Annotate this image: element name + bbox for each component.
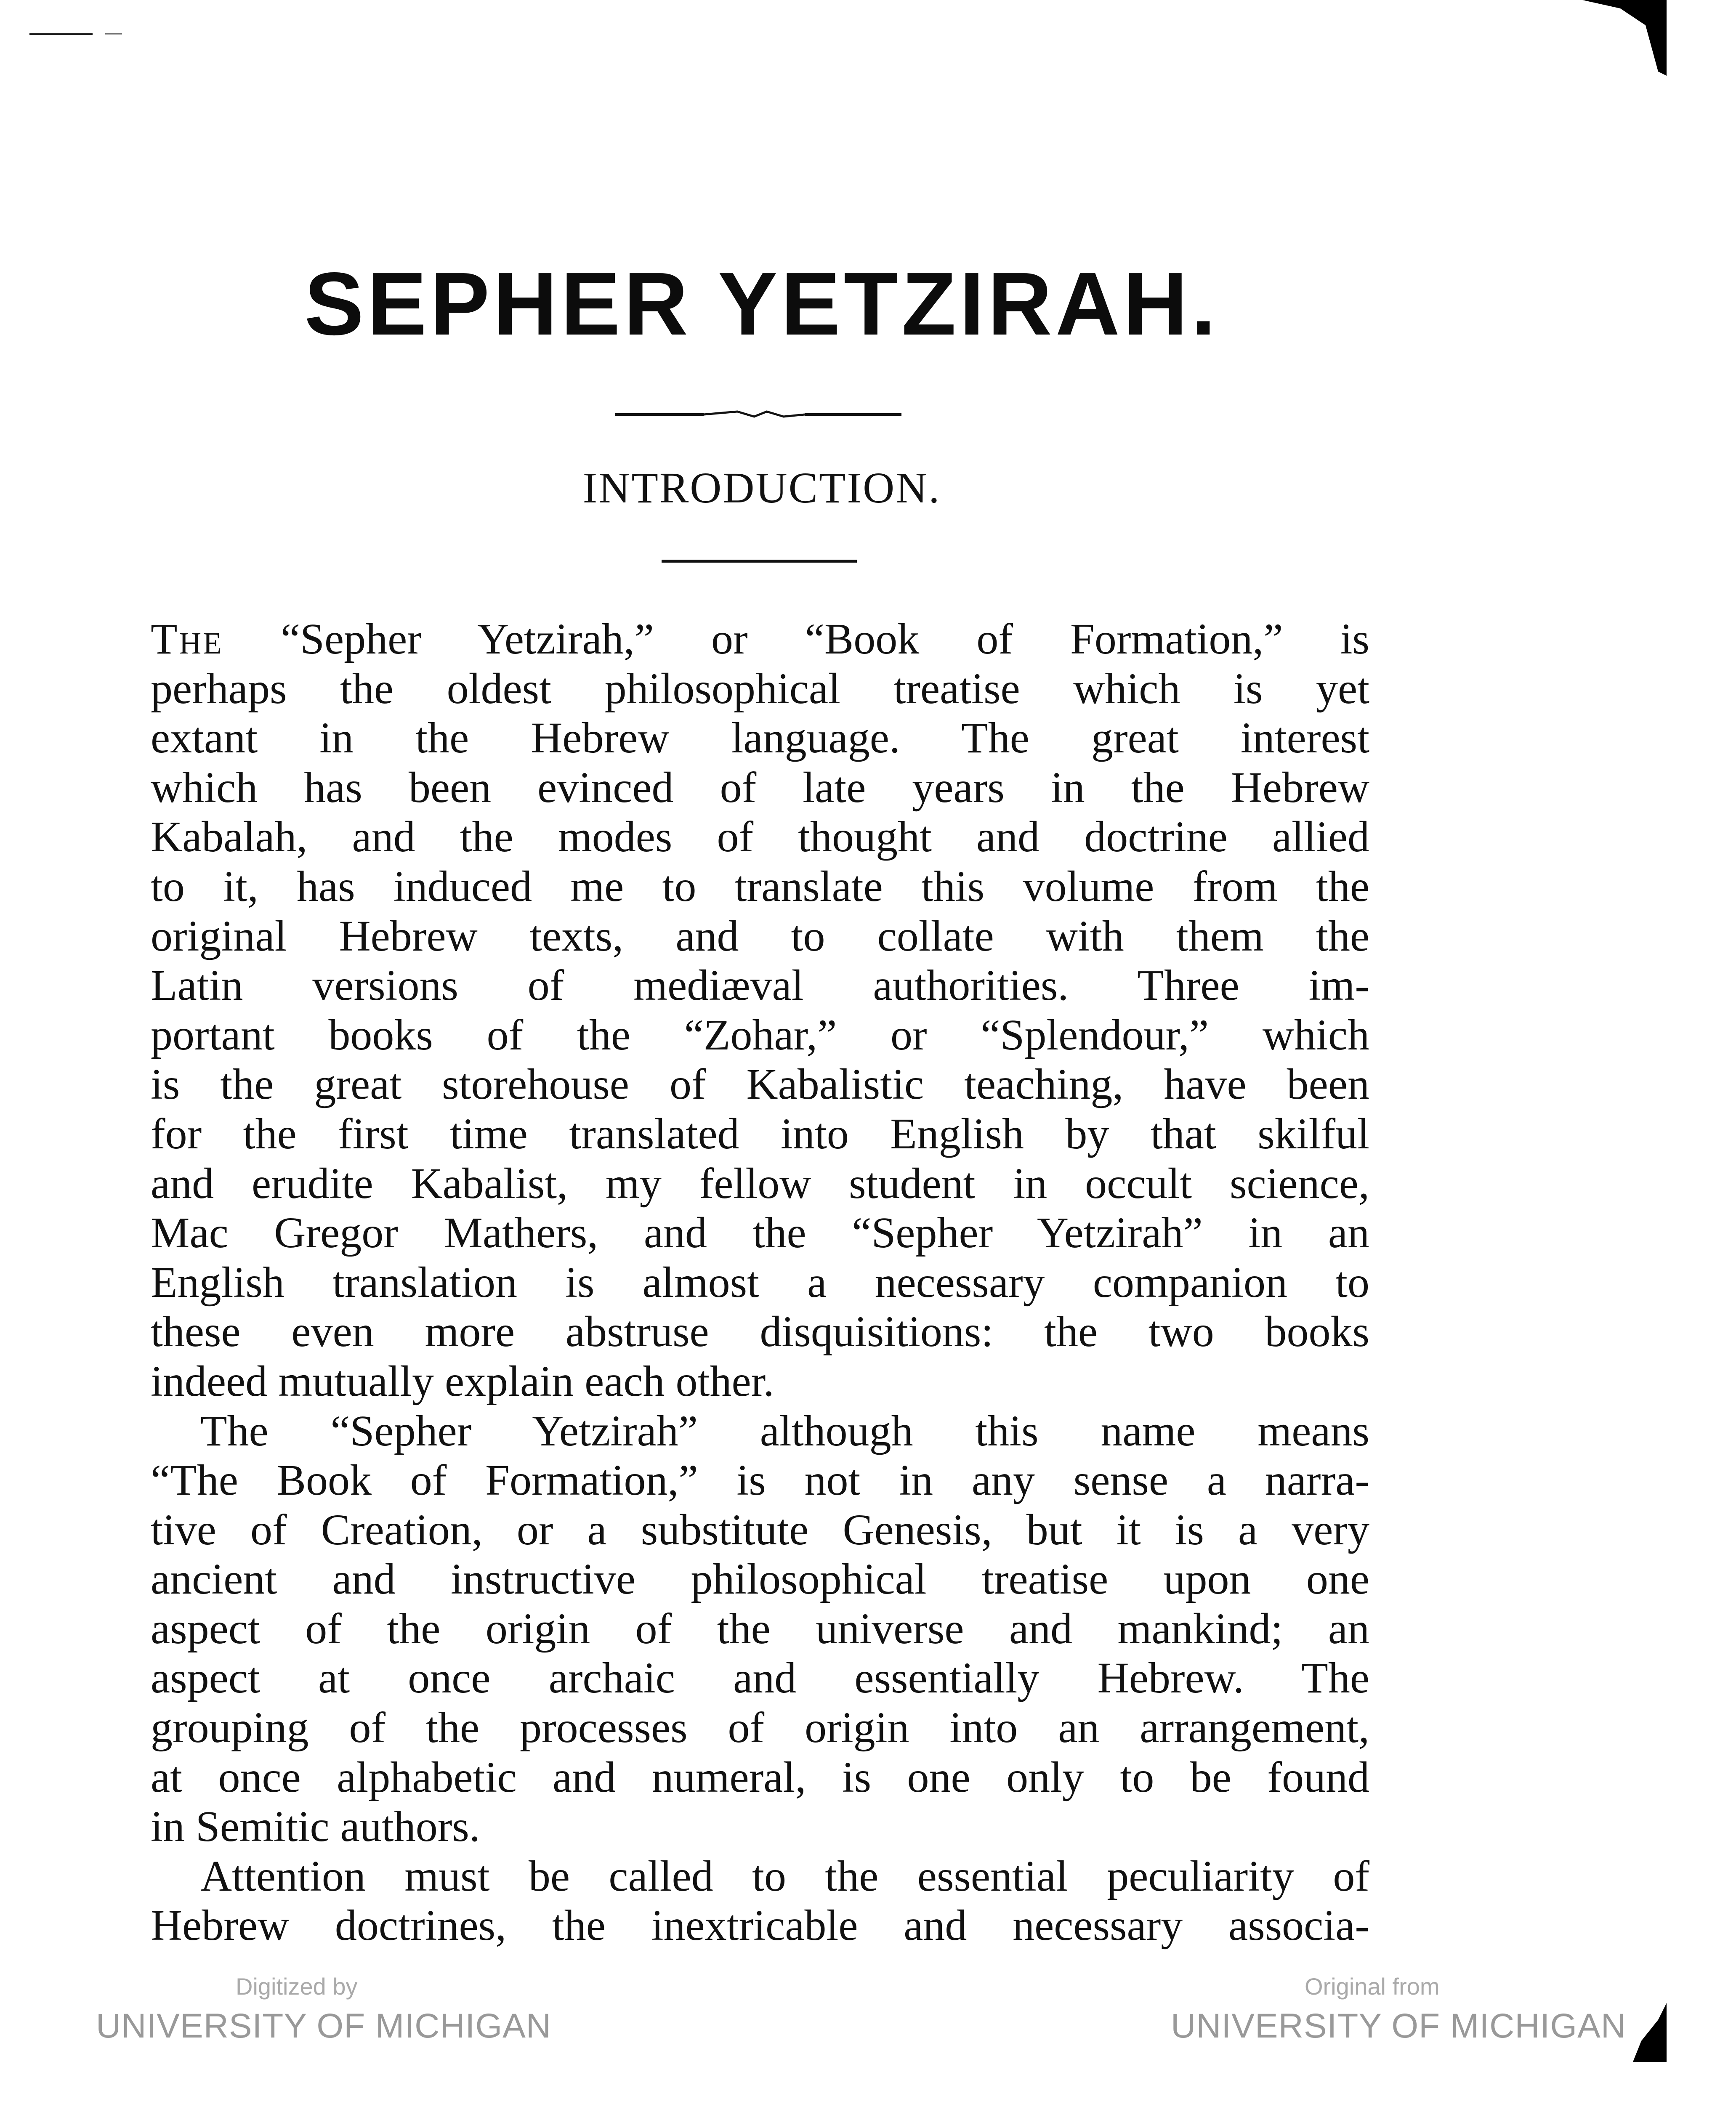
text-line: grouping of the processes of origin into an arrangement,	[151, 1703, 1369, 1752]
text-line: portant books of the “Zohar,” or “Splendour,” which	[151, 1010, 1369, 1059]
scan-artifact-line	[29, 33, 139, 35]
text-line: aspect at once archaic and essentially Hebrew. The	[151, 1654, 1369, 1703]
text-line: and erudite Kabalist, my fellow student in occult science,	[151, 1159, 1369, 1208]
text-line: original Hebrew texts, and to collate with them the	[151, 911, 1369, 960]
page-edge-shadow-top	[1582, 0, 1667, 76]
watermark-original-from: Original from	[1305, 1973, 1440, 2000]
text-line: these even more abstruse disquisitions: the two books	[151, 1307, 1369, 1356]
text-line: extant in the Hebrew language. The great interest	[151, 714, 1369, 762]
watermark-left-institution: UNIVERSITY OF MICHIGAN	[96, 2007, 552, 2045]
body-text	[151, 614, 1369, 1950]
watermark-right-institution: UNIVERSITY OF MICHIGAN	[1171, 2007, 1627, 2045]
text-line: Kabalah, and the modes of thought and doctrine allied	[151, 813, 1369, 861]
page-edge-shadow-bottom	[1633, 2003, 1667, 2062]
page-title: SEPHER YETZIRAH.	[304, 254, 1219, 353]
text-line	[151, 614, 1369, 664]
text-line: which has been evinced of late years in the Hebrew	[151, 763, 1369, 812]
text-line: Latin versions of mediæval authorities. Three im-	[151, 961, 1369, 1010]
text-line: Mac Gregor Mathers, and the “Sepher Yetzirah” in an	[151, 1209, 1369, 1257]
text-line: in Semitic authors.	[151, 1802, 480, 1851]
text-line: tive of Creation, or a substitute Genesis, but it is a very	[151, 1505, 1369, 1554]
text-line: Hebrew doctrines, the inextricable and necessary associa-	[151, 1901, 1369, 1950]
text-line: Attention must be called to the essential peculiarity of	[200, 1852, 1369, 1900]
text-line: at once alphabetic and numeral, is one only to be found	[151, 1753, 1369, 1801]
text-line: indeed mutually explain each other.	[151, 1357, 774, 1405]
lead-word: The	[151, 615, 223, 663]
section-heading: INTRODUCTION.	[582, 464, 941, 512]
text-line: perhaps the oldest philosophical treatise which is yet	[151, 664, 1369, 713]
text-line: aspect of the origin of the universe and mankind; an	[151, 1604, 1369, 1653]
text-line: English translation is almost a necessary companion to	[151, 1258, 1369, 1307]
text-line: “The Book of Formation,” is not in any sense a narra-	[151, 1456, 1369, 1505]
heading-rule	[662, 560, 857, 563]
text-line-rest: “Sepher Yetzirah,” or “Book of Formation,” is	[223, 615, 1369, 663]
ornament-divider	[615, 404, 901, 425]
watermark-digitized-by: Digitized by	[236, 1973, 358, 2000]
text-line: is the great storehouse of Kabalistic teaching, have been	[151, 1060, 1369, 1109]
text-line: The “Sepher Yetzirah” although this name means	[200, 1406, 1369, 1455]
text-line: ancient and instructive philosophical treatise upon one	[151, 1555, 1369, 1604]
text-line: to it, has induced me to translate this volume from the	[151, 862, 1369, 911]
text-line: for the first time translated into English by that skilful	[151, 1109, 1369, 1158]
